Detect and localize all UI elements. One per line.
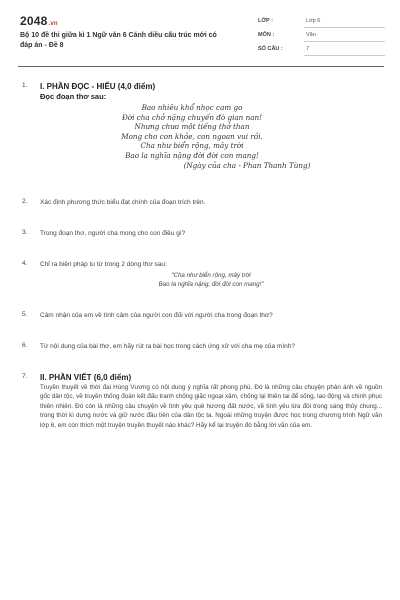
reading-instruction: Đọc đoạn thơ sau: <box>40 92 107 101</box>
question-text: Cảm nhận của em về tình cảm của người con đối với người cha trong đoạn thơ? <box>40 312 273 319</box>
meta-label: SỐ CÂU : <box>258 46 283 52</box>
question-text: Từ nội dung của bài thơ, em hãy rút ra bài học trong cách ứng xử với cha mẹ của mình? <box>40 343 295 350</box>
site-logo[interactable] <box>20 14 58 28</box>
writing-prompt: Truyền thuyết về thời đại Hùng Vương có nội dung ý nghĩa rất phong phú. Đó là những câu chuyện phản ánh về nguồn gốc dân tộc, về truyền thống đoàn kết đấu tranh chống giặc ngoại xâm, chống lại thiên tai để sống, lao động và chinh phục thiên nhiên. Đó còn là những câu chuyện về tình yêu quê hương đất nước, về tình yêu lứa đôi trong sáng thủy chung... trong thời kì dựng nước và giữ nước đầu tiên của dân tộc ta. Ngoài những truyện được học trong chương trình Ngữ văn lớp 6, em còn thích một truyện truyền thuyết nào khác? Hãy kể lại truyện đó bằng lời văn của em. <box>40 384 382 429</box>
meta-row-class <box>258 16 385 30</box>
meta-value: Lớp 6 <box>306 18 321 24</box>
poem-line: Bao la nghĩa nặng đời đời con mang! <box>125 150 259 160</box>
poem-attribution: (Ngày của cha - Phan Thanh Tùng) <box>183 160 311 170</box>
section-title-reading: I. PHẦN ĐỌC - HIỂU (4,0 điểm) <box>40 82 156 91</box>
question-number: 6. <box>22 342 28 349</box>
question-number: 2. <box>22 198 28 205</box>
meta-underline <box>304 27 385 28</box>
poem-line: Đời cha chở nặng chuyến đò gian nan! <box>121 112 263 122</box>
question-number: 5. <box>22 311 28 318</box>
question-text: Xác định phương thức biểu đạt chính của đoạn trích trên. <box>40 199 206 206</box>
meta-label: MÔN : <box>258 32 275 38</box>
meta-row-subject <box>258 30 385 44</box>
question-text: Chỉ ra biện pháp tu từ trong 2 dòng thơ sau: <box>40 261 167 268</box>
meta-underline <box>304 55 385 56</box>
quote-line: "Cha như biển rộng, mây trời <box>171 272 251 279</box>
question-number: 4. <box>22 260 28 267</box>
question-number: 3. <box>22 229 28 236</box>
question-text: Trong đoạn thơ, người cha mong cho con điều gì? <box>40 230 186 237</box>
document-title: Bộ 10 đề thi giữa kì 1 Ngữ văn 6 Cánh diều cấu trúc mới có đáp án - Đề 8 <box>20 32 217 49</box>
logo-suffix: .vn <box>48 21 58 27</box>
poem-block <box>0 103 384 170</box>
meta-underline <box>304 41 385 42</box>
poem-line: Cha như biển rộng, mây trời <box>140 141 244 151</box>
meta-value: 7 <box>306 46 310 52</box>
document-header <box>20 14 385 58</box>
meta-value: Văn <box>306 32 316 38</box>
quote-line: Bao la nghĩa nặng, đời đời con mang!" <box>158 281 264 288</box>
meta-label: LỚP : <box>258 18 273 24</box>
poem-line: Bao nhiêu khổ nhọc cam go <box>141 103 243 112</box>
logo-text: 2048 <box>20 14 48 28</box>
question-number: 7. <box>22 373 28 380</box>
meta-row-count <box>258 44 385 58</box>
poem-line: Nhưng chưa một tiếng thở than <box>134 122 250 132</box>
header-divider <box>18 66 384 67</box>
section-title-writing: II. PHẦN VIẾT (6,0 điểm) <box>40 373 132 382</box>
meta-box <box>258 16 385 58</box>
quoted-verse <box>40 271 382 289</box>
question-number: 1. <box>22 82 28 89</box>
poem-line: Mong cho con khỏe, con ngoan vui rồi. <box>121 131 263 141</box>
